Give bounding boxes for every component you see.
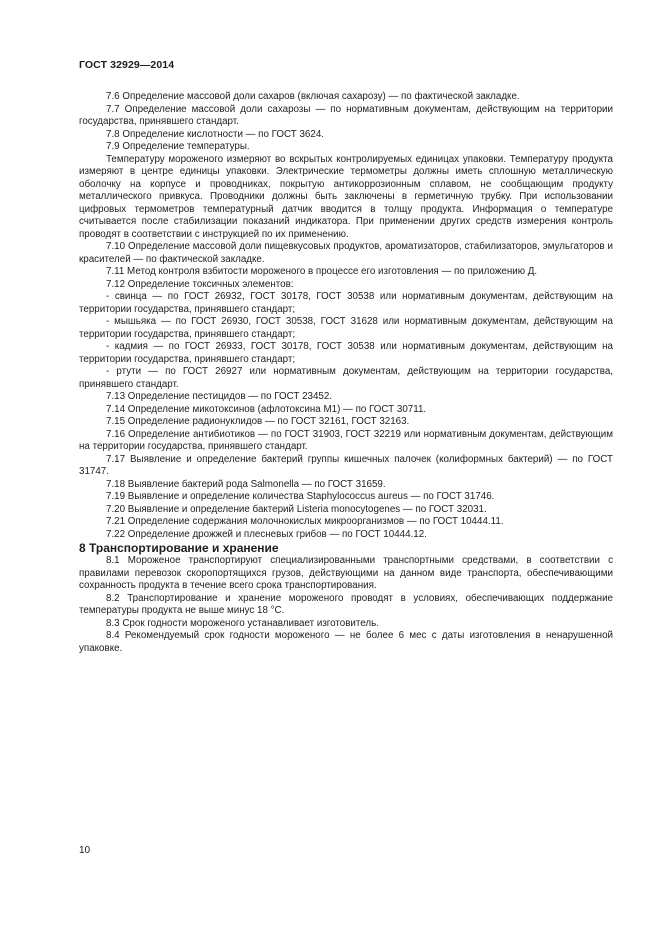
paragraph-7-15: 7.15 Определение радионуклидов — по ГОСТ 32161, ГОСТ 32163. [106,416,410,427]
section-8-title: 8 Транспортирование и хранение [79,541,279,555]
paragraph-7-17: 7.17 Выявление и определение бактерий группы кишечных палочек (колиформных бактерий) — по ГОСТ 31747. [79,453,613,477]
page-number: 10 [79,845,91,856]
paragraph-7-7: 7.7 Определение массовой доли сахарозы — по нормативным документам, действующим на территории государства, принявшего стандарт. [79,103,613,127]
paragraph-7-8: 7.8 Определение кислотности — по ГОСТ 3624. [106,128,324,140]
paragraph-7-22: 7.22 Определение дрожжей и плесневых грибов — по ГОСТ 10444.12. [106,528,427,540]
paragraph-7-18: 7.18 Выявление бактерий рода Salmonella — по ГОСТ 31659. [106,478,386,490]
list-item-lead: - свинца — по ГОСТ 26932, ГОСТ 30178, ГОСТ 30538 или нормативным документам, действующим на территории государства, принявшего стандарт; [79,291,613,315]
paragraph-8-4: 8.4 Рекомендуемый срок годности мороженого — не более 6 мес с даты изготовления в ненарушенной упаковке. [79,630,613,654]
paragraph-7-16: 7.16 Определение антибиотиков — по ГОСТ 31903, ГОСТ 32219 или нормативным документам, действующим на территории государства, принявшего стандарт. [79,428,613,452]
paragraph-7-21: 7.21 Определение содержания молочнокислых микроорганизмов — по ГОСТ 10444.11. [106,516,504,527]
paragraph-temperature: Температуру мороженого измеряют во вскрытых контролируемых единицах упаковки. Температуру продукта измеряют в центре единицы упаковки. Электрические термометры должны иметь сплошную металлическую оболочку на корпусе и проводниках, покрытую антикоррозионным сплавом, не сообщающим продукту металлического привкуса. Проводники должны быть заключены в герметичную трубку. При использовании цифровых термометров температурный датчик вводится в толщу продукта. Информация о температуре считывается после стабилизации показаний индикатора. При применении других средств измерения контроль проводят в соответствии с инструкцией по их применению. [79,153,613,240]
paragraph-7-6: 7.6 Определение массовой доли сахаров (включая сахарозу) — по фактической закладке. [106,91,520,102]
list-item-mercury: - ртути — по ГОСТ 26927 или нормативным документам, действующим на территории государства, принявшего стандарт. [79,366,613,390]
paragraph-8-3: 8.3 Срок годности мороженого устанавливает изготовитель. [106,617,379,629]
paragraph-7-12: 7.12 Определение токсичных элементов: [106,278,294,290]
paragraph-7-10: 7.10 Определение массовой доли пищевкусовых продуктов, ароматизаторов, стабилизаторов, эмульгаторов и красителей — по фактической закладке. [79,241,613,265]
paragraph-7-11: 7.11 Метод контроля взбитости мороженого в процессе его изготовления — по приложению Д. [106,266,538,277]
document-body [79,91,613,655]
paragraph-8-2: 8.2 Транспортирование и хранение мороженого проводят в условиях, обеспечивающих поддержание температуры продукта не выше минус 18 °С. [79,592,613,616]
paragraph-7-14: 7.14 Определение микотоксинов (афлотоксина М1) — по ГОСТ 30711. [106,403,427,415]
paragraph-7-20: 7.20 Выявление и определение бактерий Listeria monocytogenes — по ГОСТ 32031. [106,503,487,515]
list-item-cadmium: - кадмия — по ГОСТ 26933, ГОСТ 30178, ГОСТ 30538 или нормативным документам, действующим на территории государства, принявшего стандарт; [79,341,613,365]
paragraph-7-9: 7.9 Определение температуры. [106,141,250,152]
paragraph-7-19: 7.19 Выявление и определение количества Staphylococcus aureus — по ГОСТ 31746. [106,491,495,502]
paragraph-7-13: 7.13 Определение пестицидов — по ГОСТ 23452. [106,391,333,402]
list-item-arsenic: - мышьяка — по ГОСТ 26930, ГОСТ 30538, ГОСТ 31628 или нормативным документам, действующим на территории государства, принявшего стандарт; [79,316,613,340]
paragraph-8-1: 8.1 Мороженое транспортируют специализированными транспортными средствами, в соответствии с правилами перевозок скоропортящихся грузов, действующими на данном виде транспорта, обеспечивающими сохранность продукта в течение всего срока транспортирования. [79,555,613,591]
document-header: ГОСТ 32929—2014 [79,59,175,71]
